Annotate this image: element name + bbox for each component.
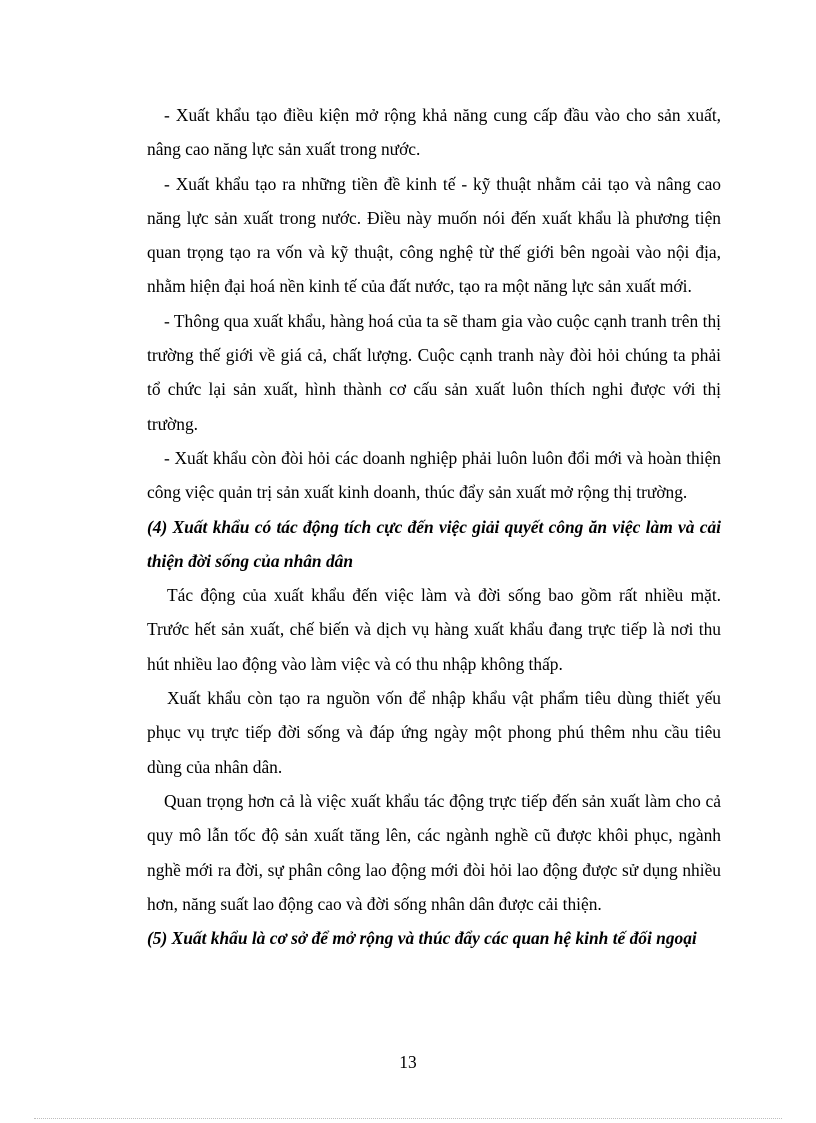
page-number: 13 (399, 1052, 417, 1072)
page-body (147, 98, 721, 955)
paragraph-management-innovation: - Xuất khẩu còn đòi hỏi các doanh nghiệp phải luôn luôn đổi mới và hoàn thiện công việc quản trị sản xuất kinh doanh, thúc đẩy sản xuất mở rộng thị trường. (147, 447, 721, 503)
paragraph-competition: - Thông qua xuất khẩu, hàng hoá của ta sẽ tham gia vào cuộc cạnh tranh trên thị trường thế giới về giá cả, chất lượng. Cuộc cạnh tranh này đòi hỏi chúng ta phải tổ chức lại sản xuất, hình thành cơ cấu sản xuất luôn thích nghi được với thị trường. (147, 310, 721, 434)
footer-divider (34, 1118, 782, 1119)
paragraph-production-growth: Quan trọng hơn cả là việc xuất khẩu tác động trực tiếp đến sản xuất làm cho cả quy mô lẫn tốc độ sản xuất tăng lên, các ngành nghề cũ được khôi phục, ngành nghề mới ra đời, sự phân công lao động mới đòi hỏi lao động được sử dụng nhiều hơn, năng suất lao động cao và đời sống nhân dân được cải thiện. (147, 790, 721, 914)
paragraph-consumer-goods: Xuất khẩu còn tạo ra nguồn vốn để nhập khẩu vật phẩm tiêu dùng thiết yếu phục vụ trực tiếp đời sống và đáp ứng ngày một phong phú thêm nhu cầu tiêu dùng của nhân dân. (147, 688, 721, 777)
paragraph-input-capacity: - Xuất khẩu tạo điều kiện mở rộng khả năng cung cấp đầu vào cho sản xuất, nâng cao năng lực sản xuất trong nước. (147, 105, 721, 160)
section-heading-4: (4) Xuất khẩu có tác động tích cực đến việc giải quyết công ăn việc làm và cải thiện đời sống của nhân dân (147, 516, 721, 571)
paragraph-economic-technical-premises: - Xuất khẩu tạo ra những tiền đề kinh tế - kỹ thuật nhằm cải tạo và nâng cao năng lực sản xuất trong nước. Điều này muốn nói đến xuất khẩu là phương tiện quan trọng tạo ra vốn và kỹ thuật, công nghệ từ thế giới bên ngoài vào nội địa, nhằm hiện đại hoá nền kinh tế của đất nước, tạo ra một năng lực sản xuất mới. (147, 173, 721, 297)
paragraph-employment-impact: Tác động của xuất khẩu đến việc làm và đời sống bao gồm rất nhiều mặt. Trước hết sản xuất, chế biến và dịch vụ hàng xuất khẩu đang trực tiếp là nơi thu hút nhiều lao động vào làm việc và có thu nhập không thấp. (147, 585, 721, 674)
section-heading-5: (5) Xuất khẩu là cơ sở để mở rộng và thúc đẩy các quan hệ kinh tế đối ngoại (147, 928, 697, 949)
